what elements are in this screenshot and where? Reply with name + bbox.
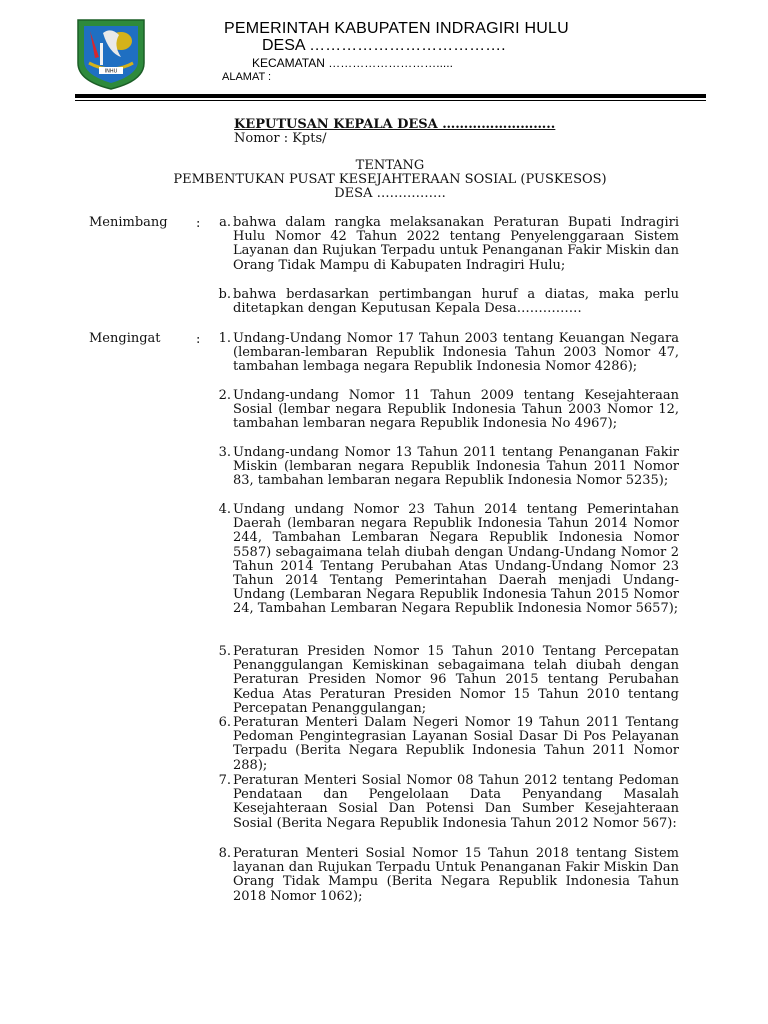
decree-number: Nomor : Kpts/: [234, 131, 327, 146]
item-marker: 2.: [218, 388, 231, 403]
logo-text: INHU: [104, 68, 118, 75]
item-marker: a.: [219, 215, 231, 230]
village-line: DESA ……………………………….: [262, 37, 506, 54]
district-line: KECAMATAN ……………………….....: [252, 56, 453, 70]
regency-emblem-logo: [75, 17, 147, 91]
menimbang-item: [203, 216, 679, 273]
mengingat-colon: :: [196, 332, 201, 347]
item-text: Peraturan Menteri Dalam Negeri Nomor 19 Tahun 2011 Tentang Pedoman Pengintegrasian Layanan Sosial Dasar Di Pos Pelayanan Terpadu (Berita Negara Republik Indonesia Tahun 2011 Nomor 288);: [233, 715, 679, 773]
menimbang-colon: :: [196, 216, 201, 231]
item-marker: 6.: [218, 715, 231, 730]
decree-subject: PEMBENTUKAN PUSAT KESEJAHTERAAN SOSIAL (PUSKESOS): [173, 172, 607, 187]
item-marker: b.: [218, 287, 231, 302]
item-text: Peraturan Menteri Sosial Nomor 08 Tahun 2012 tentang Pedoman Pendataan dan Pengelolaan Data Penyandang Masalah Kesejahteraan Sosial Dan Potensi Dan Sumber Kesejahteraan Sosial (Berita Negara Republik Indonesia Tahun 2012 Nomor 567):: [233, 773, 679, 831]
mengingat-item: [203, 847, 679, 904]
item-marker: 5.: [218, 644, 231, 659]
item-text: bahwa dalam rangka melaksanakan Peraturan Bupati Indragiri Hulu Nomor 42 Tahun 2022 tentang Penyelenggaraan Sistem Layanan dan Rujukan Terpadu untuk Penanganan Fakir Miskin dan Orang Tidak Mampu di Kabupaten Indragiri Hulu;: [233, 215, 679, 273]
mengingat-item: [203, 645, 679, 716]
address-line: ALAMAT :: [222, 71, 272, 83]
item-text: Undang-undang Nomor 13 Tahun 2011 tentang Penanganan Fakir Miskin (lembaran negara Republik Indonesia Tahun 2011 Nomor 83, tambahan lembaran negara Republik Indonesia Nomor 5235);: [233, 445, 679, 489]
decree-tentang: TENTANG: [355, 158, 425, 173]
mengingat-item: [203, 446, 679, 489]
item-text: Undang-Undang Nomor 17 Tahun 2003 tentang Keuangan Negara (lembaran-lembaran Republik Indonesia Tahun 2003 Nomor 47, tambahan lembaga negara Republik Indonesia Nomor 4286);: [233, 331, 679, 375]
decree-village: DESA …………….: [334, 186, 446, 201]
menimbang-item: [203, 288, 679, 316]
item-text: Peraturan Presiden Nomor 15 Tahun 2010 Tentang Percepatan Penanggulangan Kemiskinan sebagaimana telah diubah dengan Peraturan Presiden Nomor 96 Tahun 2015 tentang Perubahan Kedua Atas Peraturan Presiden Nomor 15 Tahun 2010 tentang Percepatan Penanggulangan;: [233, 644, 679, 716]
government-name: PEMERINTAH KABUPATEN INDRAGIRI HULU: [224, 20, 569, 37]
mengingat-item: [203, 503, 679, 617]
mengingat-item: [203, 332, 679, 375]
item-marker: 4.: [218, 502, 231, 517]
item-marker: 1.: [218, 331, 231, 346]
item-marker: 7.: [218, 773, 231, 788]
mengingat-item: [203, 774, 679, 831]
item-text: Peraturan Menteri Sosial Nomor 15 Tahun 2018 tentang Sistem layanan dan Rujukan Terpadu Untuk Penanganan Fakir Miskin Dan Orang Tidak Mampu (Berita Negara Republik Indonesia Tahun 2018 Nomor 1062);: [233, 846, 679, 904]
decree-title: KEPUTUSAN KEPALA DESA ……………………..: [234, 117, 556, 132]
item-text: bahwa berdasarkan pertimbangan huruf a diatas, maka perlu ditetapkan dengan Keputusan Kepala Desa……………: [233, 287, 679, 317]
item-marker: 8.: [218, 846, 231, 861]
mengingat-item: [203, 389, 679, 432]
item-text: Undang-undang Nomor 11 Tahun 2009 tentang Kesejahteraan Sosial (lembar negara Republik Indonesia Tahun 2003 Nomor 12, tambahan lembaran negara Republik Indonesia No 4967);: [233, 388, 679, 432]
letterhead-thin-divider: [75, 100, 706, 101]
menimbang-label: Menimbang: [89, 215, 168, 230]
item-text: Undang undang Nomor 23 Tahun 2014 tentang Pemerintahan Daerah (lembaran negara Republik Indonesia Tahun 2014 Nomor 244, Tambahan Lembaran Negara Republik Indonesia Nomor 5587) sebagaimana telah diubah dengan Undang-Undang Nomor 2 Tahun 2014 Tentang Perubahan Atas Undang-Undang Nomor 23 Tahun 2014 Tentang Pemerintahan Daerah menjadi Undang-Undang (Lembaran Negara Republik Indonesia Tahun 2015 Nomor 24, Tambahan Lembaran Negara Republik Indonesia Nomor 5657);: [233, 502, 679, 617]
mengingat-label: Mengingat: [89, 331, 161, 346]
letterhead-thick-divider: [75, 94, 706, 98]
item-marker: 3.: [218, 445, 231, 460]
mengingat-item: [203, 716, 679, 773]
